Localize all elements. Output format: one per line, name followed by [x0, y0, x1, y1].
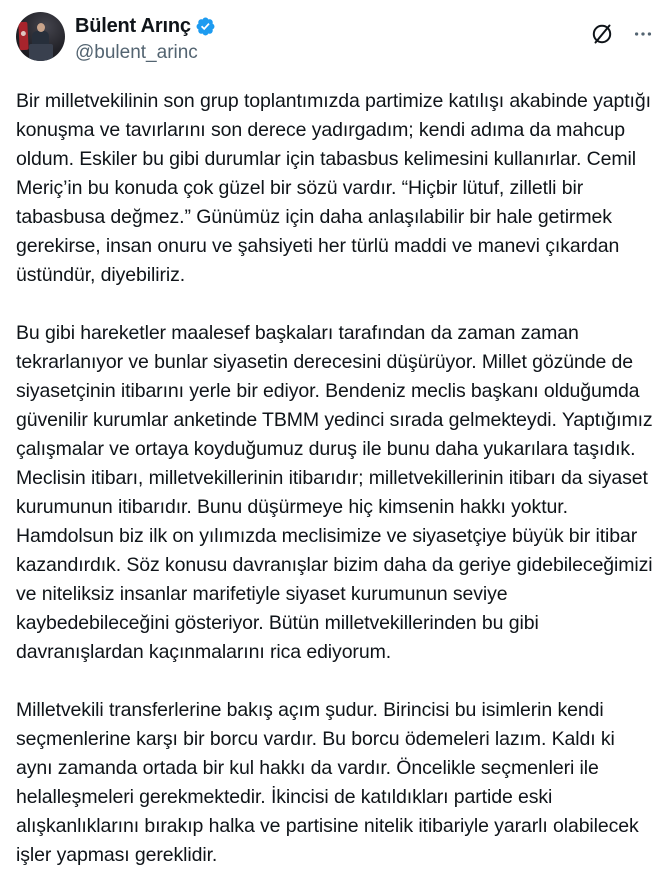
more-options-button[interactable]	[630, 21, 656, 47]
avatar-podium	[29, 44, 53, 61]
tweet-paragraph-3: Milletvekili transferlerine bakış açım şudur. Birincisi bu isimlerin kendi seçmenlerine karşı bir borcu vardır. Bu borcu ödemeleri lazım. Kaldı ki aynı zamanda ortada bir kul hakkı da vardır. Öncelikle seçmenleri ile helalleşmeleri gerekmektedir. İkincisi de katıldıkları partide eski alışkanlıklarını bırakıp halka ve partisine nitelik itibariyle yararlı olabilecek işler yapması gereklidir.	[16, 698, 639, 866]
header-actions	[588, 12, 656, 48]
turkish-flag-shape	[18, 22, 28, 50]
tweet-header	[16, 12, 656, 65]
tweet-paragraph-2: Bu gibi hareketler maalesef başkaları tarafından da zaman zaman tekrarlanıyor ve bunlar siyasetin derecesini düşürüyor. Millet gözünde de siyasetçinin itibarını yerle bir ediyor. Bendeniz meclis başkanı olduğumda güvenilir kurumlar anketinde TBMM yedinci sırada gelmekteydi. Yaptığımız çalışmalar ve ortaya koyduğumuz duruş ile bunu daha yukarılara taşıdık. Meclisin itibarı, milletvekillerinin itibarıdır; milletvekillerinin itibarı da siyaset kurumunun itibarıdır. Bunu düşürmeye hiç kimsenin hakkı yoktur. Hamdolsun biz ilk on yılımızda meclisimize ve siyasetçiye büyük bir itibar kazandırdık. Söz konusu davranışlar bizim daha da geriye gidebileceğimizi ve niteliksiz insanlar marifetiyle siyaset kurumunun seviye kaybedebileceğini gösteriyor. Bütün milletvekillerinden bu gibi davranışlardan kaçınmalarını rica ediyorum.	[16, 321, 653, 663]
grok-icon	[590, 22, 614, 46]
grok-actions-button[interactable]	[588, 20, 616, 48]
tweet-paragraph-1: Bir milletvekilinin son grup toplantımızda partimize katılışı akabinde yaptığı konuşma ve tavırlarını son derece yadırgadım; kendi adıma da mahcup oldum. Eskiler bu gibi durumlar için tabasbus kelimesini kullanırlar. Cemil Meriç’in bu konuda çok güzel bir sözü vardır. “Hiçbir lütuf, zilletli bir tabasbusa değmez.” Günümüz için daha anlaşılabilir bir hale getirmek gerekirse, insan onuru ve şahsiyeti her türlü maddi ve manevi çıkardan üstündür, diyebiliriz.	[16, 89, 651, 286]
user-handle[interactable]: @bulent_arinc	[75, 42, 198, 63]
more-options-icon	[632, 23, 654, 45]
display-name-row[interactable]	[75, 14, 216, 39]
display-name[interactable]: Bülent Arınç	[75, 15, 191, 37]
tweet-body	[16, 87, 656, 870]
identity-block	[75, 12, 216, 65]
verified-badge-icon[interactable]	[195, 16, 216, 37]
avatar[interactable]	[16, 12, 65, 61]
avatar-person-head	[37, 23, 45, 32]
